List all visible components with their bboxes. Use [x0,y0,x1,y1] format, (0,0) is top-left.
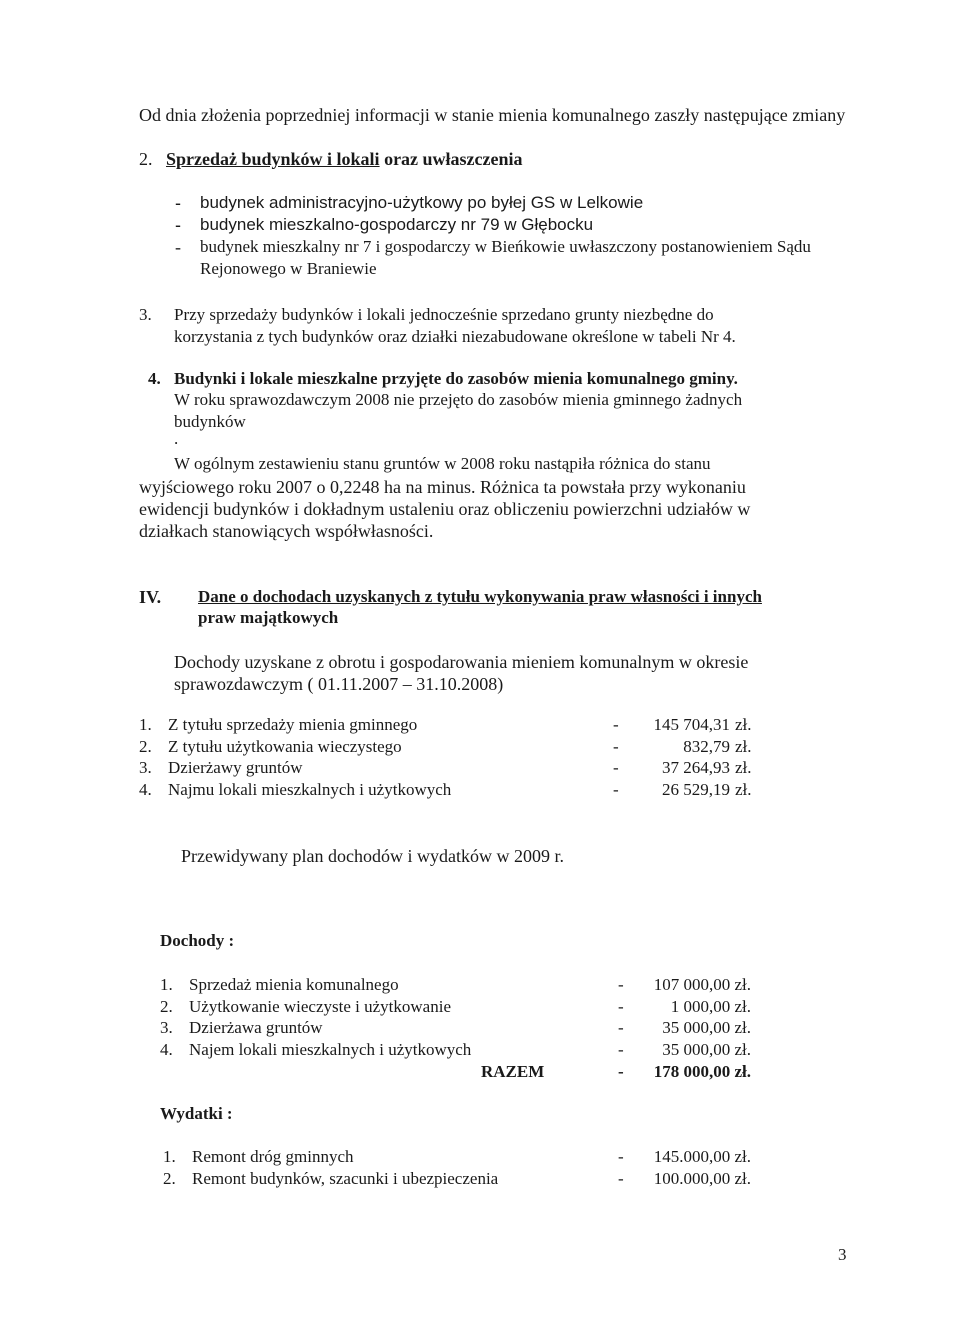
section-4-para-3: ewidencji budynków i dokładnym ustaleniu oraz obliczeniu powierzchni udziałów w [139,499,751,519]
income-plan-heading: Dochody : [160,931,235,950]
income-row-dash: - [613,715,619,734]
income-row-number: 1. [139,715,152,734]
plan-row-number: 1. [160,975,173,994]
income-row-unit: zł. [735,780,752,799]
section-4-line-1: W roku sprawozdawczym 2008 nie przejęto do zasobów mienia gminnego żadnych [174,390,743,409]
plan-row-number: 4. [160,1040,173,1059]
plan-row-amount: 107 000,00 zł. [653,975,751,994]
section-iv-number: IV. [139,587,162,607]
section-2-dash-2: - [175,215,181,235]
income-row-amount: 832,79 [683,737,730,756]
section-4-number: 4. [148,369,161,388]
plan-row-label: Użytkowanie wieczyste i użytkowanie [189,997,451,1016]
income-row-amount: 37 264,93 [662,758,730,777]
plan-total-dash: - [618,1062,624,1081]
intro-text: Od dnia złożenia poprzedniej informacji w stanie mienia komunalnego zaszły następujące zmiany [139,105,846,125]
plan-row-label: Remont budynków, szacunki i ubezpieczenia [192,1169,499,1188]
section-2-title-underlined: Sprzedaż budynków i lokali [166,149,380,169]
section-2-dash-1: - [175,193,181,213]
expense-plan-heading: Wydatki : [160,1104,233,1123]
plan-row-number: 2. [163,1169,176,1188]
section-2-dash-3: - [175,237,181,257]
plan-row-label: Remont dróg gminnych [192,1147,354,1166]
income-row-label: Dzierżawy gruntów [168,758,303,777]
section-4-para-1: W ogólnym zestawieniu stanu gruntów w 2008 roku nastąpiła różnica do stanu [174,454,711,473]
income-row-unit: zł. [735,715,752,734]
income-row-dash: - [613,758,619,777]
section-4-line-2: budynków [174,412,246,431]
section-2-item-2: budynek mieszkalno-gospodarczy nr 79 w Głębocku [200,215,594,234]
plan-row-dash: - [618,1018,624,1037]
section-4-para-4: działkach stanowiących współwłasności. [139,521,434,541]
plan-row-label: Dzierżawa gruntów [189,1018,323,1037]
plan-row-amount: 145.000,00 zł. [653,1147,751,1166]
section-4-para-2: wyjściowego roku 2007 o 0,2248 ha na minus. Różnica ta powstała przy wykonaniu [139,477,746,497]
plan-row-dash: - [618,1169,624,1188]
plan-row-amount: 100.000,00 zł. [653,1169,751,1188]
plan-row-number: 3. [160,1018,173,1037]
section-4-dot: . [174,429,179,448]
section-iv-title-2: praw majątkowych [198,608,339,627]
section-2-title-rest: oraz uwłaszczenia [379,149,523,169]
section-4-title: Budynki i lokale mieszkalne przyjęte do zasobów mienia komunalnego gminy. [174,369,738,388]
section-2-number: 2. [139,149,153,169]
section-iv-title-1: Dane o dochodach uzyskanych z tytułu wykonywania praw własności i innych [198,587,762,606]
income-row-dash: - [613,737,619,756]
income-row-label: Z tytułu użytkowania wieczystego [168,737,402,756]
income-row-dash: - [613,780,619,799]
income-row-number: 4. [139,780,152,799]
section-2-item-3-cont: Rejonowego w Braniewie [200,259,377,278]
plan-row-dash: - [618,1040,624,1059]
income-row-label: Z tytułu sprzedaży mienia gminnego [168,715,418,734]
plan-row-dash: - [618,975,624,994]
section-3-line-1: Przy sprzedaży budynków i lokali jednocześnie sprzedano grunty niezbędne do [174,305,714,324]
income-row-label: Najmu lokali mieszkalnych i użytkowych [168,780,452,799]
plan-total-label: RAZEM [481,1062,545,1081]
plan-row-label: Najem lokali mieszkalnych i użytkowych [189,1040,472,1059]
section-2-item-1: budynek administracyjno-użytkowy po byłej GS w Lelkowie [200,193,644,212]
section-iv-intro-1: Dochody uzyskane z obrotu i gospodarowania mieniem komunalnym w okresie [174,652,749,672]
income-row-number: 3. [139,758,152,777]
plan-title: Przewidywany plan dochodów i wydatków w 2009 r. [181,846,564,866]
section-2-title [166,148,523,170]
income-row-amount: 145 704,31 [653,715,730,734]
section-2-item-3: budynek mieszkalny nr 7 i gospodarczy w Bieńkowie uwłaszczony postanowieniem Sądu [200,237,811,256]
income-row-unit: zł. [735,737,752,756]
plan-row-number: 1. [163,1147,176,1166]
income-row-unit: zł. [735,758,752,777]
section-3-line-2: korzystania z tych budynków oraz działki niezabudowane określone w tabeli Nr 4. [174,327,736,346]
page-number: 3 [838,1245,847,1264]
plan-row-dash: - [618,1147,624,1166]
section-iv-intro-2: sprawozdawczym ( 01.11.2007 – 31.10.2008) [174,674,504,694]
plan-row-dash: - [618,997,624,1016]
plan-row-amount: 35 000,00 zł. [662,1040,751,1059]
section-3-number: 3. [139,305,152,324]
plan-row-number: 2. [160,997,173,1016]
plan-row-amount: 35 000,00 zł. [662,1018,751,1037]
plan-row-label: Sprzedaż mienia komunalnego [189,975,399,994]
plan-row-amount: 1 000,00 zł. [670,997,751,1016]
plan-total-amount: 178 000,00 zł. [653,1062,751,1081]
income-row-amount: 26 529,19 [662,780,730,799]
income-row-number: 2. [139,737,152,756]
